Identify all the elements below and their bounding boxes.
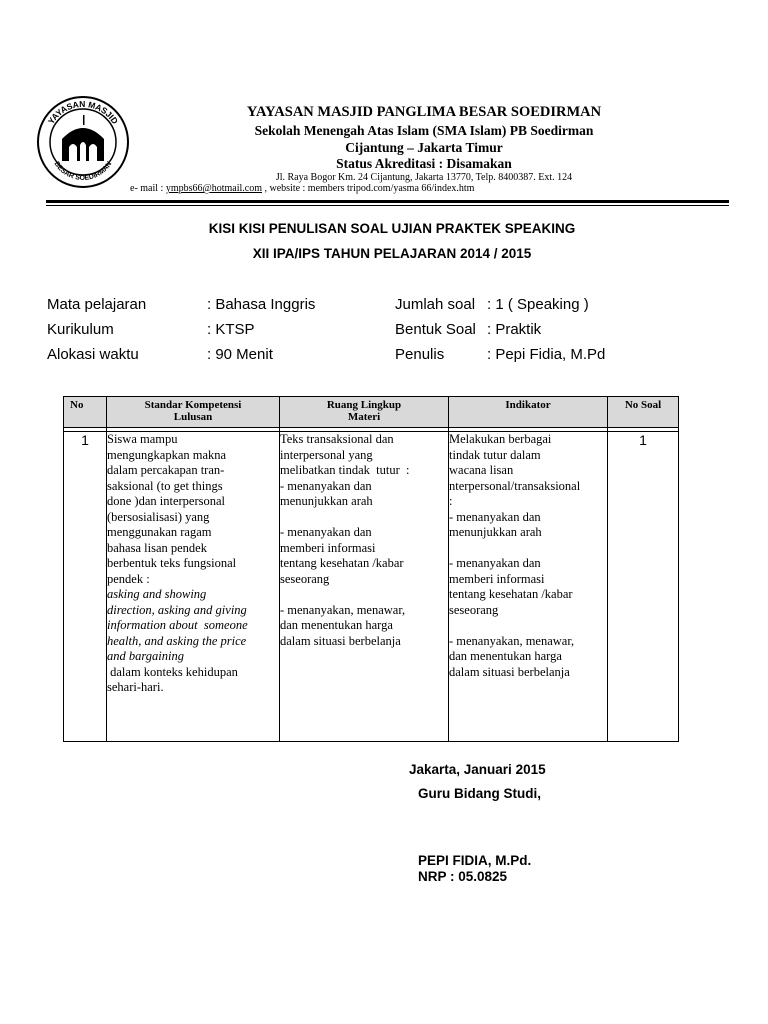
header-no: No bbox=[64, 397, 107, 428]
document-subtitle: XII IPA/IPS TAHUN PELAJARAN 2014 / 2015 bbox=[252, 246, 532, 261]
cell-line: seseorang bbox=[449, 602, 499, 617]
email-link[interactable]: ympbs66@hotmail.com bbox=[165, 183, 262, 194]
row-skl bbox=[107, 432, 280, 742]
cell-line: sehari-hari. bbox=[107, 680, 164, 694]
kisi-table bbox=[63, 396, 679, 742]
cell-line: done )dan interpersonal bbox=[107, 494, 226, 508]
logo-text-bottom: BESAR SOEDIRMAN bbox=[52, 160, 114, 183]
penulis-label: Penulis bbox=[395, 346, 445, 363]
cell-line: dalam situasi berbelanja bbox=[280, 633, 401, 648]
cell-line: Siswa mampu bbox=[107, 432, 178, 446]
row-ruang-lingkup bbox=[280, 432, 449, 742]
cell-line: tentang kesehatan /kabar bbox=[449, 587, 573, 601]
cell-line: nterpersonal/transaksional bbox=[449, 478, 581, 493]
cell-line: interpersonal yang bbox=[280, 447, 373, 462]
bentuk-label: Bentuk Soal bbox=[395, 321, 476, 338]
website-text: , website : members tripod.com/yasma 66/index.htm bbox=[261, 183, 475, 194]
mapel-label: Mata pelajaran bbox=[47, 296, 147, 313]
cell-line: (bersosialisasi) yang bbox=[107, 509, 210, 524]
bentuk-value: : Praktik bbox=[487, 321, 542, 338]
table-row bbox=[64, 432, 679, 742]
cell-line: - menanyakan, menawar, bbox=[280, 602, 406, 617]
letterhead-rule-thick bbox=[46, 200, 729, 203]
kurikulum-value: : KTSP bbox=[207, 321, 255, 338]
cell-line: dalam konteks kehidupan bbox=[107, 664, 238, 679]
cell-line: asking and showing bbox=[107, 587, 207, 601]
cell-line: mengungkapkan makna bbox=[107, 447, 227, 462]
jumlah-value: : 1 ( Speaking ) bbox=[487, 296, 589, 313]
cell-line: memberi informasi bbox=[280, 540, 376, 555]
cell-line: direction, asking and giving bbox=[107, 602, 247, 617]
alokasi-label: Alokasi waktu bbox=[47, 346, 139, 363]
accreditation-status: Status Akreditasi : Disamakan bbox=[336, 156, 512, 171]
kurikulum-label: Kurikulum bbox=[47, 321, 114, 338]
cell-line: berbentuk teks fungsional bbox=[107, 556, 237, 570]
cell-line: information about someone bbox=[107, 618, 248, 632]
jumlah-label: Jumlah soal bbox=[395, 296, 476, 313]
header-indikator: Indikator bbox=[449, 397, 608, 428]
cell-line: saksional (to get things bbox=[107, 478, 223, 493]
cell-line: melibatkan tindak tutur : bbox=[280, 463, 410, 477]
cell-line bbox=[449, 618, 607, 634]
cell-line: - menanyakan, menawar, bbox=[449, 633, 575, 648]
header-no-soal: No Soal bbox=[608, 397, 679, 428]
cell-line: dalam situasi berbelanja bbox=[449, 664, 570, 679]
cell-line: Melakukan berbagai bbox=[449, 432, 552, 446]
row-no: 1 bbox=[64, 432, 107, 742]
signature-place-date: Jakarta, Januari 2015 bbox=[409, 762, 546, 777]
cell-line: wacana lisan bbox=[449, 463, 514, 477]
row-indikator bbox=[449, 432, 608, 742]
header-skl: Standar Kompetensi Lulusan bbox=[107, 397, 280, 428]
cell-line: seseorang bbox=[280, 571, 330, 586]
cell-line: Teks transaksional dan bbox=[280, 432, 394, 446]
cell-line: menunjukkan arah bbox=[449, 525, 542, 539]
school-address: Jl. Raya Bogor Km. 24 Cijantung, Jakarta 13770, Telp. 8400387. Ext. 124 bbox=[275, 172, 573, 183]
signature-role: Guru Bidang Studi, bbox=[418, 786, 541, 801]
cell-line: pendek : bbox=[107, 571, 150, 586]
cell-line: health, and asking the price bbox=[107, 633, 247, 648]
signature-nrp: NRP : 05.0825 bbox=[418, 869, 508, 884]
cell-line: tentang kesehatan /kabar bbox=[280, 556, 404, 570]
cell-line: dan menentukan harga bbox=[280, 618, 393, 632]
logo-text-top: YAYASAN MASJID bbox=[45, 98, 121, 126]
table-header-row bbox=[64, 397, 679, 428]
cell-line: tindak tutur dalam bbox=[449, 447, 541, 462]
header-ruang-lingkup: Ruang Lingkup Materi bbox=[280, 397, 449, 428]
cell-line: : bbox=[449, 494, 453, 508]
cell-line: dalam percakapan tran- bbox=[107, 463, 225, 477]
cell-line: menunjukkan arah bbox=[280, 494, 373, 508]
school-city: Cijantung – Jakarta Timur bbox=[345, 140, 503, 155]
cell-line: memberi informasi bbox=[449, 571, 545, 586]
signature-name: PEPI FIDIA, M.Pd. bbox=[418, 853, 532, 868]
cell-line: - menanyakan dan bbox=[280, 478, 372, 493]
document-title: KISI KISI PENULISAN SOAL UJIAN PRAKTEK SPEAKING bbox=[208, 221, 576, 236]
cell-line: menggunakan ragam bbox=[107, 525, 212, 539]
row-no-soal: 1 bbox=[608, 432, 679, 742]
email-label: e- mail : bbox=[130, 183, 166, 194]
org-name: YAYASAN MASJID PANGLIMA BESAR SOEDIRMAN bbox=[246, 104, 602, 120]
cell-line: - menanyakan dan bbox=[449, 509, 541, 524]
cell-line bbox=[449, 541, 607, 557]
cell-line: bahasa lisan pendek bbox=[107, 540, 207, 555]
mapel-value: : Bahasa Inggris bbox=[207, 296, 316, 313]
cell-line: and bargaining bbox=[107, 649, 184, 663]
cell-line: - menanyakan dan bbox=[280, 525, 372, 539]
cell-line bbox=[280, 510, 448, 526]
cell-line: dan menentukan harga bbox=[449, 649, 562, 663]
contact-line bbox=[130, 183, 474, 194]
school-name: Sekolah Menengah Atas Islam (SMA Islam) PB Soedirman bbox=[254, 123, 594, 138]
penulis-value: : Pepi Fidia, M.Pd bbox=[487, 346, 606, 363]
cell-line: - menanyakan dan bbox=[449, 556, 541, 570]
letterhead-rule-thin bbox=[46, 205, 729, 206]
cell-line bbox=[280, 587, 448, 603]
alokasi-value: : 90 Menit bbox=[207, 346, 273, 363]
